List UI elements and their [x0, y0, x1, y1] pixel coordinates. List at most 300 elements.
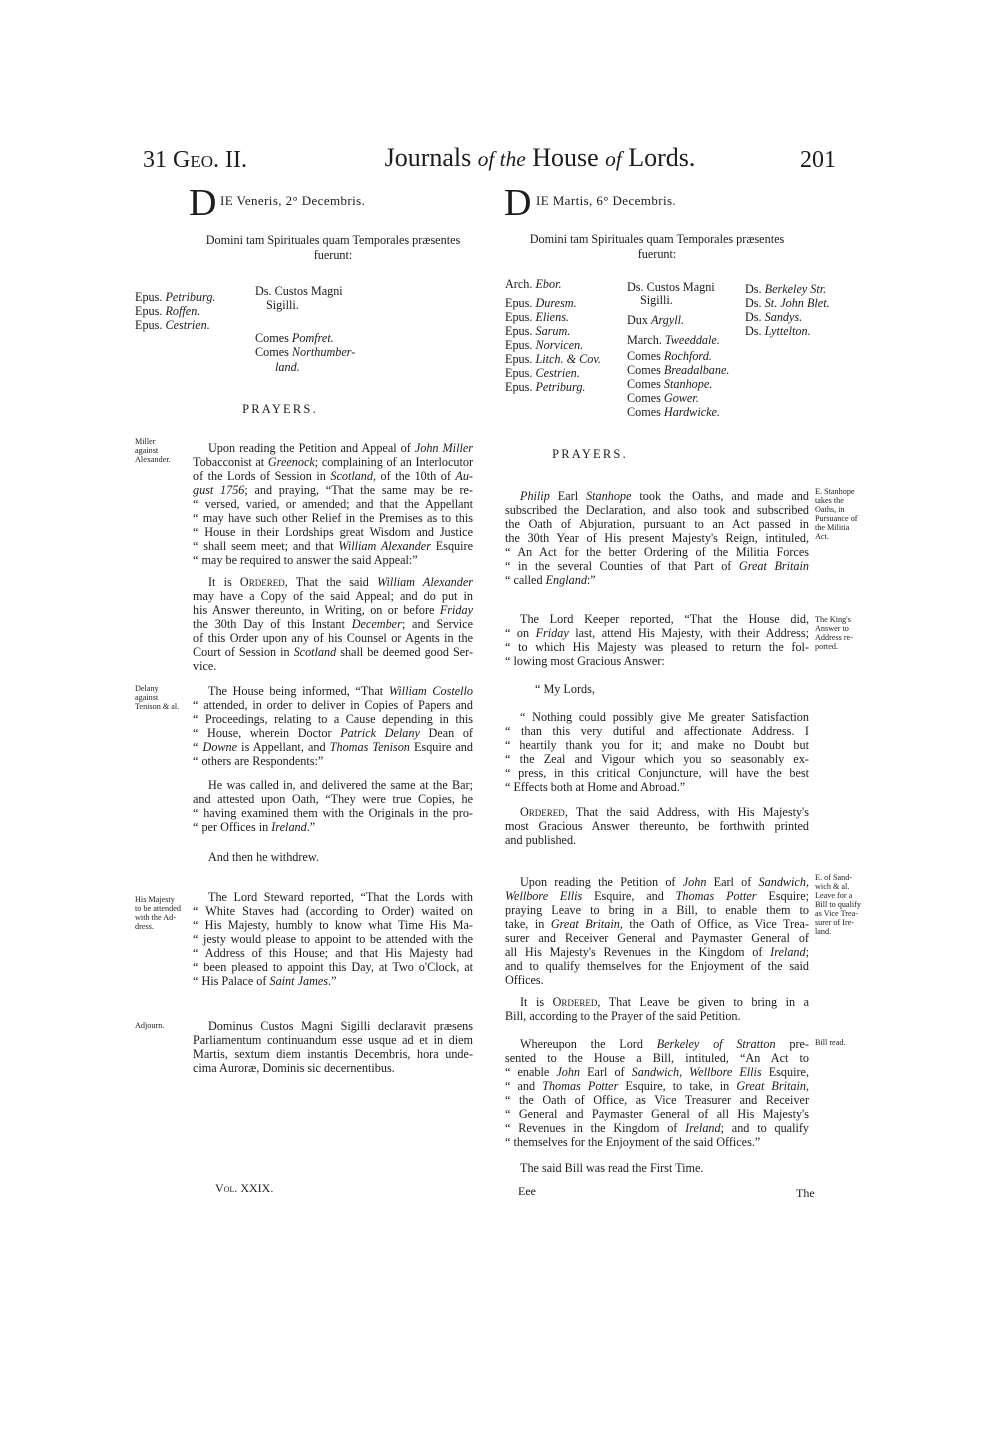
text-run: “ versed, varied, or amended; and that the Appellant: [193, 497, 473, 511]
text-line: [193, 483, 473, 497]
text-line: [815, 873, 887, 882]
text-line: [193, 890, 473, 904]
text-line: [505, 931, 809, 945]
left-present-heading-line1: Domini tam Spirituales quam Temporales præsentes: [205, 233, 461, 247]
text-run: Miller: [135, 437, 156, 446]
text-line: [505, 995, 809, 1009]
italic-text: Berkeley of Stratton: [656, 1037, 776, 1051]
text-line: [505, 1065, 809, 1079]
text-run: Epus.: [135, 290, 166, 304]
lord-steward-report-paragraph: [193, 890, 473, 988]
right-date-dropcap: D: [504, 182, 532, 224]
text-line: [505, 833, 809, 847]
text-run: “ His Majesty, humbly to know what Time His Ma-: [193, 918, 473, 932]
text-run: XXIX.: [237, 1181, 274, 1195]
text-run: Esquire: [430, 539, 474, 553]
text-line: [193, 820, 473, 834]
text-run: “: [193, 740, 203, 754]
text-run: against: [135, 446, 159, 455]
text-line: [505, 1009, 809, 1023]
text-run: Esquire and: [409, 740, 473, 754]
text-line: [193, 792, 473, 806]
text-run: land.: [815, 927, 832, 936]
text-run: “ General and Paymaster General of all His Majesty's: [505, 1107, 809, 1121]
italic-text: Sandwich: [631, 1065, 680, 1079]
text-run: against: [135, 693, 159, 702]
italic-text: Great Britain: [736, 1079, 806, 1093]
text-run: pre-: [775, 1037, 809, 1051]
text-line: [505, 517, 809, 531]
text-run: “ in the several Counties of that Part of: [505, 559, 739, 573]
margin-note-bill-read: [815, 1038, 887, 1047]
text-line: [815, 1038, 887, 1047]
text-line: [505, 531, 809, 545]
text-run: “ may have such other Relief in the Premises as to this: [193, 511, 473, 525]
text-run: 31: [143, 147, 173, 173]
italic-text: Litch. & Cov.: [535, 352, 601, 366]
text-run: “ may be required to answer the said Appeal:”: [193, 553, 418, 567]
text-run: the 30th Year of His present Majesty's Reign, intituled,: [505, 531, 809, 545]
text-run: “ My Lords,: [535, 682, 595, 696]
text-run: surer of Ire-: [815, 918, 855, 927]
text-line: [505, 654, 809, 668]
text-run: Answer to: [815, 624, 849, 633]
volume-number: [215, 1181, 273, 1195]
right-present-heading-line2: fuerunt:: [637, 247, 677, 261]
text-run: Esquire, to take, in: [618, 1079, 737, 1093]
italic-text: William Alexander: [377, 575, 474, 589]
text-run: ,: [805, 1079, 809, 1093]
italic-text: Argyll.: [651, 313, 685, 327]
text-run: Comes: [627, 363, 664, 377]
text-line: [505, 612, 809, 626]
text-line: [193, 960, 473, 974]
text-run: “ to which His Majesty was pleased to return the fol-: [505, 640, 809, 654]
italic-text: Au-: [455, 469, 473, 483]
text-line: [505, 710, 809, 724]
text-line: [193, 946, 473, 960]
margin-note-kings-answer: [815, 615, 887, 651]
text-line: [193, 539, 473, 553]
text-run: Esquire;: [756, 889, 809, 903]
text-run: dress.: [135, 922, 154, 931]
text-line: [815, 918, 887, 927]
italic-text: Berkeley Str.: [764, 282, 827, 296]
text-run: , That Leave be given to bring in a: [597, 995, 809, 1009]
text-run: takes the: [815, 496, 844, 505]
text-run: “ press, in this critical Conjuncture, will have the best: [505, 766, 809, 780]
text-run: Martis, sextum diem instantis Decembris, hora unde-: [193, 1047, 473, 1061]
list-item: [135, 290, 215, 304]
italic-text: Ireland: [685, 1121, 721, 1135]
called-in-paragraph: [193, 778, 473, 834]
text-line: [505, 489, 809, 503]
text-run: praying Leave to bring in a Bill, to enable them to: [505, 903, 809, 917]
text-run: surer and Receiver General and Paymaster General of: [505, 931, 809, 945]
text-line: [505, 1051, 809, 1065]
text-line: [193, 603, 473, 617]
italic-text: Cestrien.: [535, 366, 580, 380]
text-run: “ the Oath of Office, as Vice Treasurer and Receiver: [505, 1093, 809, 1107]
text-line: [815, 633, 887, 642]
italic-text: Sarum.: [535, 324, 571, 338]
italic-text: Thomas Potter: [675, 889, 757, 903]
text-line: [193, 631, 473, 645]
italic-text: Sandwich: [758, 875, 806, 889]
text-line: [505, 1037, 809, 1051]
text-line: [193, 806, 473, 820]
text-run: Act.: [815, 532, 829, 541]
text-run: , the Oath of Office, as Vice Trea-: [619, 917, 809, 931]
text-run: Ds.: [745, 296, 765, 310]
text-run: Whereupon the Lord: [520, 1037, 657, 1051]
text-run: and published.: [505, 833, 577, 847]
text-run: Comes: [255, 331, 292, 345]
text-run: Alexander.: [135, 455, 171, 464]
italic-text: of the: [477, 147, 526, 171]
text-run: ; complaining of an Interlocutor: [314, 455, 473, 469]
text-run: of the Lords of Session in: [193, 469, 331, 483]
text-line: [505, 945, 809, 959]
right-date-heading: IE Martis, 6° Decembris.: [536, 193, 677, 208]
text-line: [135, 922, 197, 931]
margin-note-majesty-attended: [135, 895, 197, 931]
text-run: ,: [679, 1065, 690, 1079]
italic-text: Tweeddale.: [664, 333, 720, 347]
margin-note-delany-against-tenison: [135, 684, 195, 711]
text-run: Epus.: [505, 352, 536, 366]
text-line: [815, 523, 887, 532]
my-lords-salutation: [505, 682, 809, 696]
italic-text: December: [351, 617, 402, 631]
text-run: Dean of: [419, 726, 473, 740]
text-line: [193, 904, 473, 918]
text-line: [193, 754, 473, 768]
text-line: [135, 895, 197, 904]
text-line: [135, 437, 195, 446]
text-run: Arch.: [505, 277, 536, 291]
text-run: Esquire,: [761, 1065, 810, 1079]
text-line: [505, 724, 809, 738]
text-run: , of the 10th of: [373, 469, 456, 483]
text-run: The King's: [815, 615, 851, 624]
list-item: [505, 352, 601, 366]
text-run: Offices.: [505, 973, 544, 987]
list-item: [135, 304, 200, 318]
text-run: Epus.: [505, 380, 536, 394]
text-run: Sigilli.: [640, 293, 673, 307]
text-line: [193, 712, 473, 726]
text-run: ,: [805, 875, 809, 889]
text-run: Ds.: [745, 324, 765, 338]
text-run: Dominus Custos Magni Sigilli declaravit præsens: [208, 1019, 473, 1033]
text-run: “ Proceedings, relating to a Cause depending in this: [193, 712, 473, 726]
text-line: [815, 624, 887, 633]
italic-text: John: [682, 875, 707, 889]
list-item: [745, 310, 802, 324]
text-run: “ themselves for the Enjoyment of the said Offices.”: [505, 1135, 761, 1149]
text-line: [505, 738, 809, 752]
text-line: [505, 626, 809, 640]
costello-copies-paragraph: [193, 684, 473, 768]
italic-text: Gower.: [663, 391, 699, 405]
italic-text: Philip: [520, 489, 550, 503]
text-run: wich & al.: [815, 882, 850, 891]
text-run: subscribed the Declaration, and also took and subscribed: [505, 503, 809, 517]
italic-text: gust 1756: [193, 483, 245, 497]
text-line: [505, 1161, 809, 1175]
text-line: [193, 455, 473, 469]
text-line: [193, 659, 473, 673]
list-item: [627, 313, 684, 327]
small-caps-text: Ordered: [239, 575, 285, 589]
text-line: [505, 1093, 809, 1107]
list-item: [505, 338, 583, 352]
italic-text: Roffen.: [165, 304, 201, 318]
text-run: all His Majesty's Revenues in the Kingdom of: [505, 945, 771, 959]
text-run: Ds. Custos Magni: [255, 284, 343, 298]
text-run: and to qualify themselves for the Enjoyment of the said: [505, 959, 809, 973]
text-run: “ House in their Lordships great Wisdom and Justice: [193, 525, 473, 539]
text-run: take, in: [505, 917, 551, 931]
text-run: Ds.: [745, 310, 765, 324]
text-run: of this Order upon any of his Counsel or Agents in the: [193, 631, 473, 645]
text-run: shall be deemed good Ser-: [336, 645, 473, 659]
text-run: House: [525, 143, 606, 172]
list-item: [255, 331, 334, 345]
text-line: [193, 918, 473, 932]
text-run: :”: [586, 573, 596, 587]
text-run: “ having examined them with the Originals in the pro-: [193, 806, 473, 820]
italic-text: Patrick Delany: [340, 726, 420, 740]
list-item: [505, 296, 577, 310]
italic-text: Breadalbane.: [663, 363, 730, 377]
text-run: “ His Palace of: [193, 974, 270, 988]
italic-text: Scotland: [330, 469, 373, 483]
list-item: [745, 296, 830, 310]
text-line: [193, 1019, 473, 1033]
list-item: [745, 324, 811, 338]
text-run: Dux: [627, 313, 652, 327]
text-run: “ Effects both at Home and Abroad.”: [505, 780, 686, 794]
small-caps-text: Vol.: [215, 1181, 238, 1195]
text-line: [505, 959, 809, 973]
text-line: [193, 974, 473, 988]
italic-text: Rochford.: [663, 349, 712, 363]
list-item: [627, 391, 699, 405]
text-run: Adjourn.: [135, 1021, 165, 1030]
text-line: [505, 682, 809, 696]
text-run: “ others are Respondents:”: [193, 754, 324, 768]
text-line: [193, 589, 473, 603]
italic-text: land.: [275, 360, 300, 374]
text-line: [193, 617, 473, 631]
text-line: [815, 927, 887, 936]
text-line: [193, 932, 473, 946]
text-run: Tobacconist at: [193, 455, 268, 469]
italic-text: Thomas Potter: [542, 1079, 619, 1093]
sandwich-petition-paragraph: [505, 875, 809, 987]
text-line: [505, 973, 809, 987]
text-line: [505, 573, 809, 587]
journal-title: [340, 143, 740, 174]
text-run: The House being informed, “That: [208, 684, 389, 698]
text-run: ; and praying, “That the same may be re-: [244, 483, 473, 497]
text-run: “ on: [505, 626, 536, 640]
text-line: [815, 615, 887, 624]
text-run: “ heartily thank you for it; and make no Doubt but: [505, 738, 809, 752]
text-run: It is: [208, 575, 240, 589]
list-item: [627, 333, 720, 347]
left-present-heading-line2: fuerunt:: [313, 248, 353, 262]
text-run: Delany: [135, 684, 159, 693]
text-line: [193, 497, 473, 511]
text-line: [193, 1033, 473, 1047]
italic-text: Friday: [535, 626, 569, 640]
text-run: Comes: [627, 405, 664, 419]
text-line: [193, 684, 473, 698]
italic-text: Duresm.: [535, 296, 577, 310]
text-run: “ Revenues in the Kingdom of: [505, 1121, 686, 1135]
text-run: Earl of: [580, 1065, 632, 1079]
text-run: Bill to qualify: [815, 900, 861, 909]
text-line: [505, 503, 809, 517]
text-line: [193, 469, 473, 483]
text-run: Comes: [627, 349, 664, 363]
text-run: Comes: [627, 377, 664, 391]
italic-text: Lyttelton.: [764, 324, 811, 338]
text-run: .”: [328, 974, 337, 988]
print-order-paragraph: [505, 805, 809, 847]
text-run: He was called in, and delivered the same at the Bar;: [208, 778, 473, 792]
catchword: The: [796, 1186, 815, 1200]
text-line: [505, 752, 809, 766]
list-item: [505, 366, 580, 380]
text-run: The said Bill was read the First Time.: [520, 1161, 704, 1175]
small-caps-text: Ordered: [552, 995, 598, 1009]
italic-text: Thomas Tenison: [329, 740, 410, 754]
italic-text: Sandys.: [764, 310, 803, 324]
italic-text: Scotland: [293, 645, 337, 659]
text-run: The Lord Steward reported, “That the Lords with: [208, 890, 473, 904]
text-line: [505, 917, 809, 931]
leave-order-paragraph: [505, 995, 809, 1023]
margin-note-adjourn: [135, 1021, 195, 1030]
text-run: Pursuance of: [815, 514, 858, 523]
text-line: [505, 805, 809, 819]
text-line: [815, 900, 887, 909]
text-run: “ Address of this House; and that His Majesty had: [193, 946, 473, 960]
text-run: the Militia: [815, 523, 850, 532]
text-run: Upon reading the Petition and Appeal of: [208, 441, 415, 455]
text-run: vice.: [193, 659, 217, 673]
text-line: [193, 726, 473, 740]
text-run: “ per Offices in: [193, 820, 272, 834]
text-run: And then he withdrew.: [208, 850, 319, 864]
text-line: [815, 532, 887, 541]
text-run: the Oath of Abjuration, pursuant to an Act passed in: [505, 517, 809, 531]
text-line: [193, 850, 473, 864]
italic-text: Great Britain: [550, 917, 620, 931]
text-run: His Majesty: [135, 895, 175, 904]
text-run: “ been pleased to appoint this Day, at Two o'Clock, at: [193, 960, 473, 974]
italic-text: Stanhope.: [663, 377, 713, 391]
text-line: [505, 545, 809, 559]
text-run: Ds.: [745, 282, 765, 296]
text-line: [193, 645, 473, 659]
text-run: the 30th Day of this Instant: [193, 617, 352, 631]
text-run: “ House, wherein Doctor: [193, 726, 341, 740]
italic-text: Friday: [439, 603, 473, 617]
italic-text: Stanhope: [586, 489, 632, 503]
text-run: .”: [306, 820, 316, 834]
italic-text: of: [605, 147, 622, 171]
withdrew-paragraph: [193, 850, 473, 864]
text-line: [505, 766, 809, 780]
margin-note-stanhope-oaths: [815, 487, 887, 541]
text-line: [505, 903, 809, 917]
text-line: [505, 1121, 809, 1135]
italic-text: Wellbore Ellis: [689, 1065, 762, 1079]
text-line: [193, 778, 473, 792]
text-run: E. of Sand-: [815, 873, 853, 882]
first-reading-paragraph: [505, 1161, 809, 1175]
adjournment-paragraph: [193, 1019, 473, 1075]
list-item: [745, 282, 826, 296]
text-run: “ the Zeal and Vigour which you so seasonably ex-: [505, 752, 809, 766]
text-line: [505, 780, 809, 794]
italic-text: Petriburg.: [165, 290, 216, 304]
text-run: most Gracious Answer thereunto, be forthwith printed: [505, 819, 809, 833]
text-line: [193, 698, 473, 712]
list-item: [505, 310, 569, 324]
text-run: II.: [219, 147, 247, 173]
list-item: [627, 377, 712, 391]
text-line: [135, 702, 195, 711]
text-run: Comes: [627, 391, 664, 405]
list-item: [275, 360, 300, 374]
margin-note-miller-against-alexander: [135, 437, 195, 464]
italic-text: Great Britain: [738, 559, 810, 573]
text-line: [193, 1047, 473, 1061]
text-line: [193, 441, 473, 455]
text-run: Address re-: [815, 633, 853, 642]
list-item: [627, 363, 729, 377]
text-line: [815, 891, 887, 900]
italic-text: Eliens.: [535, 310, 569, 324]
italic-text: Cestrien.: [165, 318, 210, 332]
text-run: “ Nothing could possibly give Me greater Satisfaction: [520, 710, 809, 724]
text-run: and attested upon Oath, “They were true Copies, he: [193, 792, 473, 806]
text-run: may have a Copy of the said Appeal; and do put in: [193, 589, 473, 603]
left-date-dropcap: D: [189, 182, 217, 224]
text-run: Esquire, and: [582, 889, 676, 903]
text-line: [135, 1021, 195, 1030]
text-line: [815, 505, 887, 514]
text-line: [193, 511, 473, 525]
italic-text: St. John Blet.: [764, 296, 830, 310]
list-item: [640, 293, 673, 307]
text-line: [193, 553, 473, 567]
text-run: Epus.: [135, 304, 166, 318]
list-item: [627, 349, 712, 363]
italic-text: Pomfret.: [291, 331, 334, 345]
text-run: Bill read.: [815, 1038, 846, 1047]
italic-text: John Miller: [414, 441, 473, 455]
text-run: Sigilli.: [266, 298, 299, 312]
text-line: [193, 1061, 473, 1075]
left-prayers-heading: PRAYERS.: [242, 402, 318, 416]
